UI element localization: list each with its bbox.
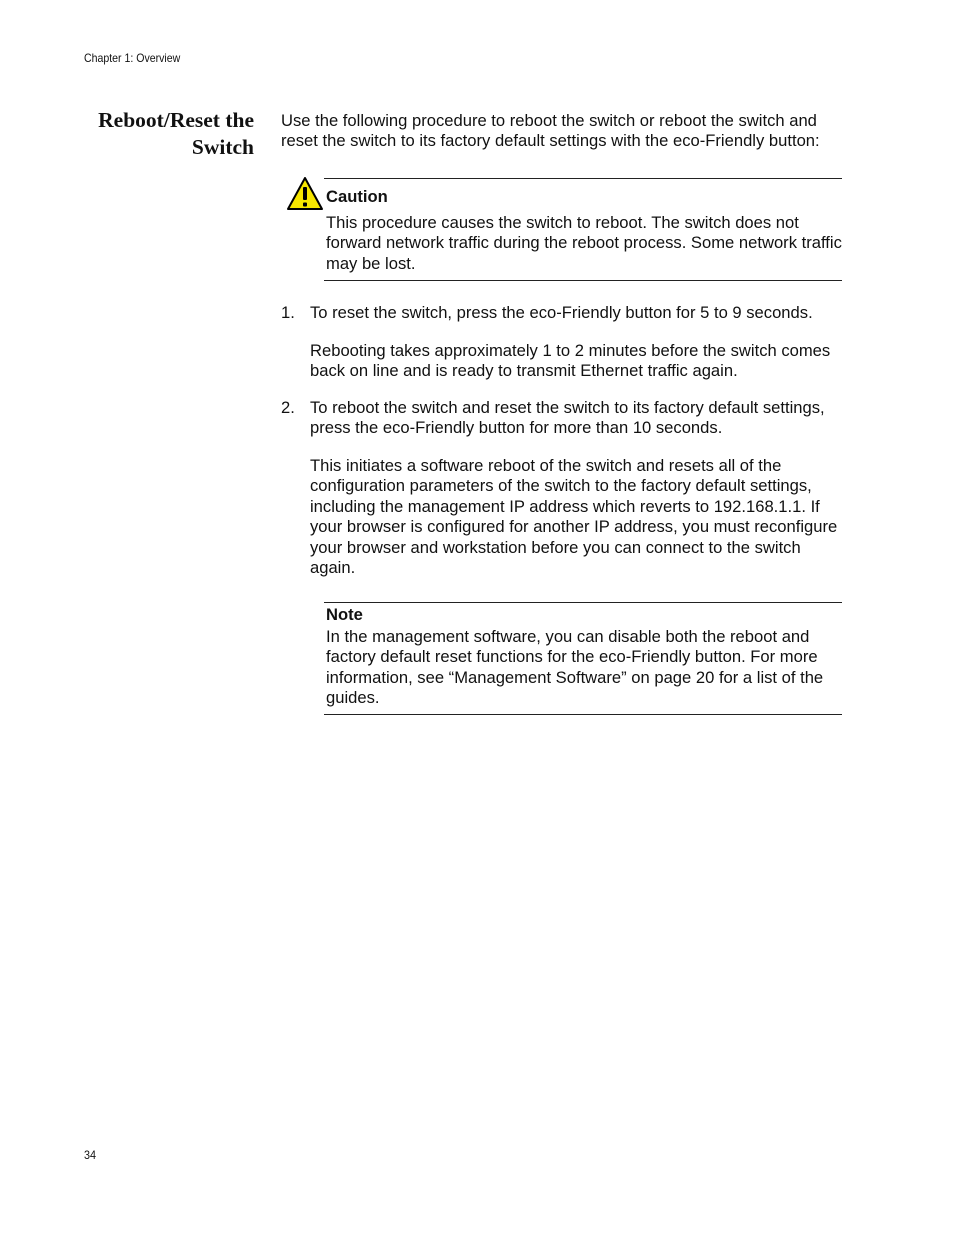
note-body: In the management software, you can disable both the reboot and factory default reset functions for the eco-Friendly button. For more information, see “Management Software” on page 20 for a list of the guides.	[326, 627, 824, 708]
caution-box	[324, 178, 842, 281]
running-header: Chapter 1: Overview	[84, 51, 181, 65]
step-1-detail: Rebooting takes approximately 1 to 2 minutes before the switch comes back on line and is ready to transmit Ethernet traffic again.	[310, 341, 831, 381]
step-1-text: To reset the switch, press the eco-Friendly button for 5 to 9 seconds.	[310, 303, 813, 322]
step-2-detail: This initiates a software reboot of the switch and resets all of the configuration parameters of the switch to the factory default settings, including the management IP address which reverts to 192.168.1.1. If your browser is configured for another IP address, you must reconfigure your browser and workstation before you can connect to the switch again.	[310, 456, 838, 578]
note-title: Note	[326, 605, 363, 624]
step-1-number: 1.	[281, 303, 295, 322]
note-box	[324, 602, 842, 715]
step-2-number: 2.	[281, 398, 295, 417]
caution-body: This procedure causes the switch to reboot. The switch does not forward network traffic during the reboot process. Some network traffic may be lost.	[326, 213, 842, 273]
section-heading	[60, 107, 254, 161]
step-2-text: To reboot the switch and reset the switch to its factory default settings, press the eco-Friendly button for more than 10 seconds.	[310, 398, 825, 438]
intro-paragraph: Use the following procedure to reboot the switch or reboot the switch and reset the switch to its factory default settings with the eco-Friendly button:	[281, 111, 820, 151]
caution-title: Caution	[326, 187, 388, 206]
page-number: 34	[84, 1148, 97, 1162]
section-heading-line-2: Switch	[191, 135, 254, 159]
section-heading-line-1: Reboot/Reset the	[98, 108, 254, 132]
warning-triangle-icon	[286, 176, 324, 211]
